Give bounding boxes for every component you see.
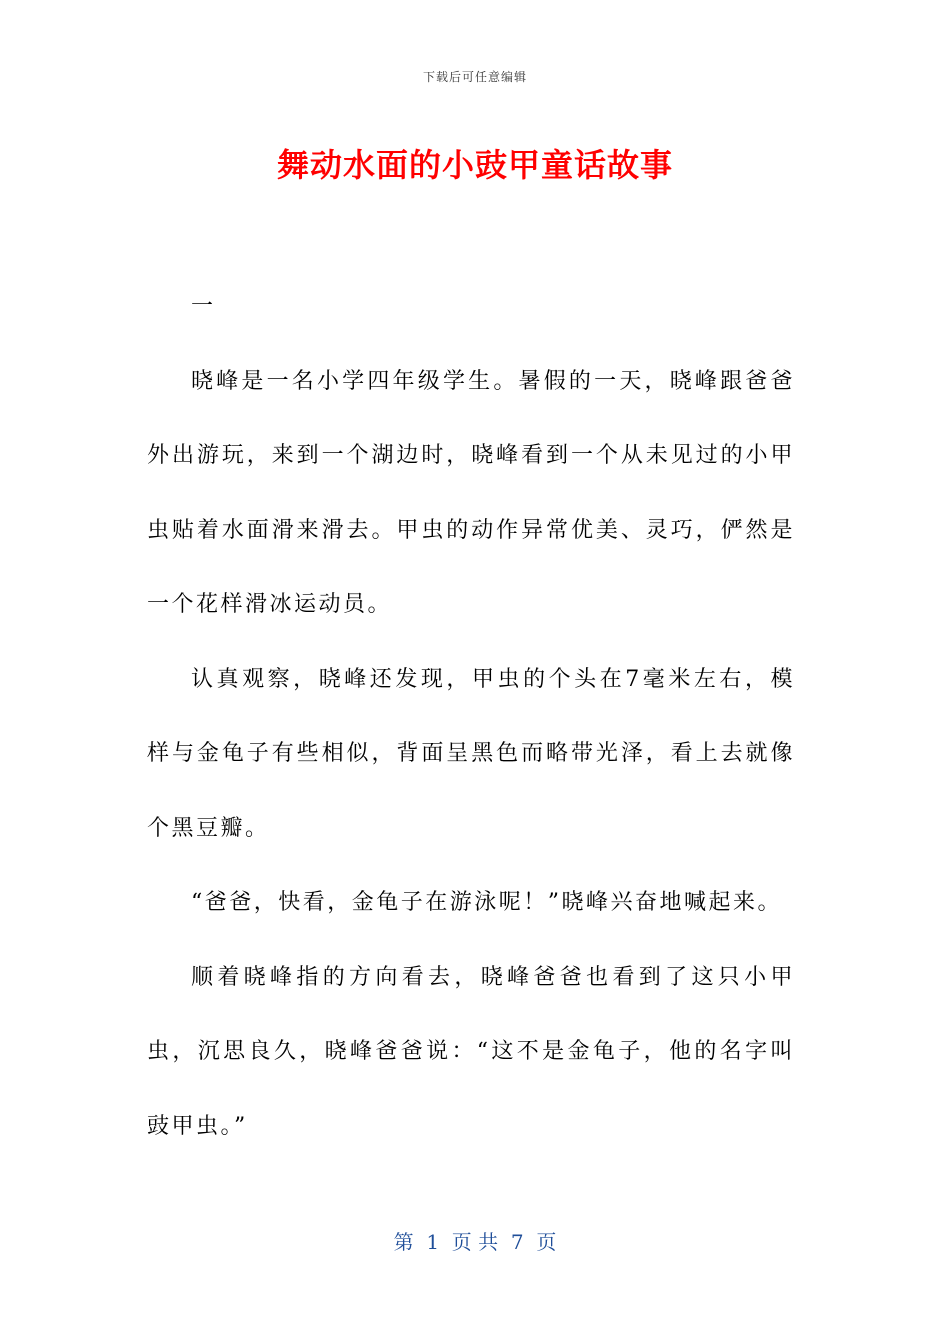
document-body: [147, 270, 795, 1164]
paragraph: 晓峰是一名小学四年级学生。暑假的一天，晓峰跟爸爸外出游玩，来到一个湖边时，晓峰看到一个从未见过的小甲虫贴着水面滑来滑去。甲虫的动作异常优美、灵巧，俨然是一个花样滑冰运动员。: [147, 368, 795, 617]
paragraph: 认真观察，晓峰还发现，甲虫的个头在7毫米左右，模样与金龟子有些相似，背面呈黑色而略带光泽，看上去就像个黑豆瓣。: [147, 666, 795, 841]
header-note: 下载后可任意编辑: [422, 70, 527, 84]
page-number-footer: 第 1 页 共 7 页: [393, 1230, 557, 1254]
paragraph: “爸爸，快看，金龟子在游泳呢！”晓峰兴奋地喊起来。: [191, 890, 782, 915]
document-title: 舞动水面的小豉甲童话故事: [276, 146, 673, 184]
section-number: 一: [191, 294, 216, 319]
paragraph: 顺着晓峰指的方向看去，晓峰爸爸也看到了这只小甲虫，沉思良久，晓峰爸爸说：“这不是金龟子，他的名字叫豉甲虫。”: [147, 964, 795, 1139]
